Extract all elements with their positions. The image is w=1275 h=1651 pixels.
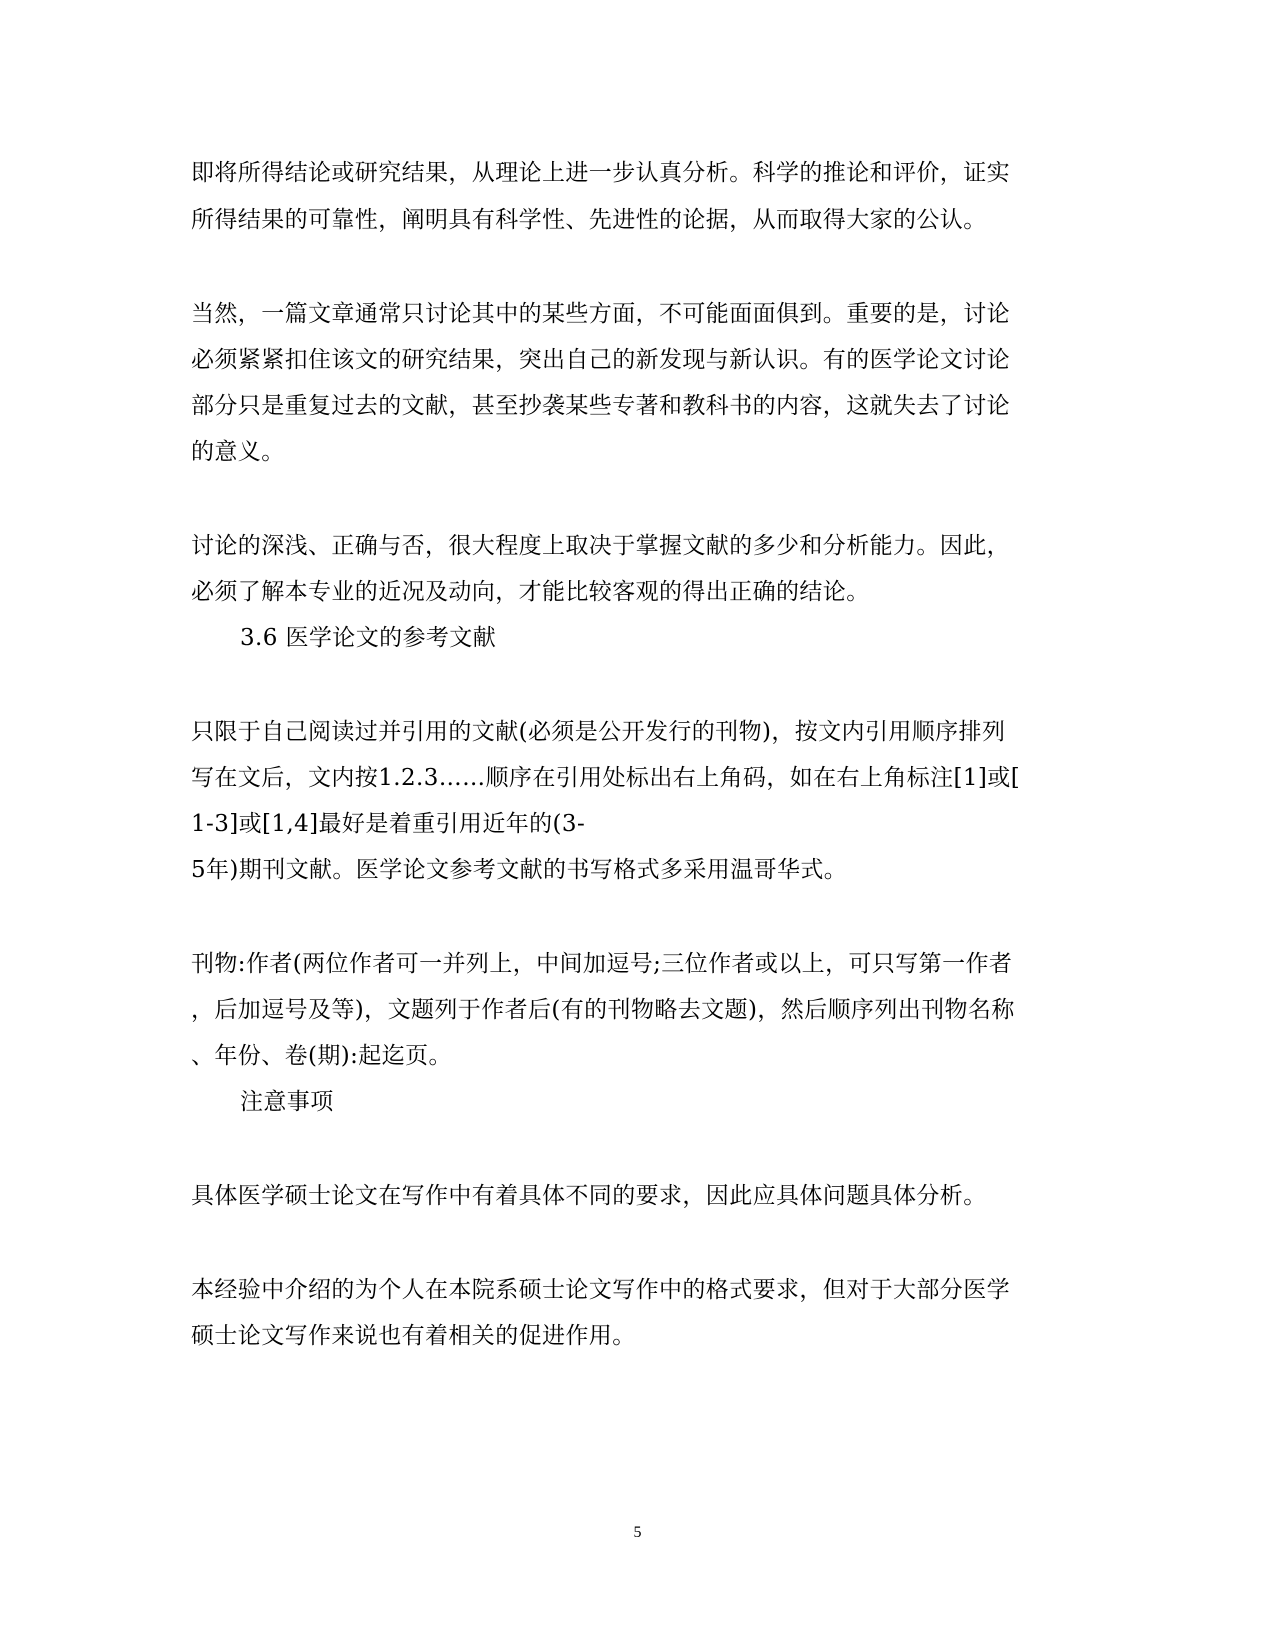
paragraph-4-line-1: 只限于自己阅读过并引用的文献(必须是公开发行的刊物)，按文内引用顺序排列 — [191, 719, 1006, 745]
paragraph-2-line-2: 必须紧紧扣住该文的研究结果，突出自己的新发现与新认识。有的医学论文讨论 — [191, 347, 1010, 373]
section-heading-notes: 注意事项 — [240, 1089, 334, 1115]
paragraph-4-line-4: 5年)期刊文献。医学论文参考文献的书写格式多采用温哥华式。 — [191, 857, 848, 883]
paragraph-7-line-1: 本经验中介绍的为个人在本院系硕士论文写作中的格式要求，但对于大部分医学 — [191, 1277, 1010, 1303]
paragraph-3-line-2: 必须了解本专业的近况及动向，才能比较客观的得出正确的结论。 — [191, 579, 870, 605]
paragraph-5-line-1: 刊物:作者(两位作者可一并列上，中间加逗号;三位作者或以上，可只写第一作者 — [191, 951, 1013, 977]
paragraph-6-line-1: 具体医学硕士论文在写作中有着具体不同的要求，因此应具体问题具体分析。 — [191, 1183, 987, 1209]
paragraph-5-line-3: 、年份、卷(期):起迄页。 — [191, 1043, 452, 1069]
paragraph-4-line-2: 写在文后，文内按1.2.3……顺序在引用处标出右上角码，如在右上角标注[1]或[ — [191, 765, 1021, 791]
paragraph-5-line-2: ，后加逗号及等)，文题列于作者后(有的刊物略去文题)，然后顺序列出刊物名称 — [191, 997, 1015, 1023]
paragraph-4-line-3: 1-3]或[1,4]最好是着重引用近年的(3- — [191, 811, 586, 837]
section-heading-3-6: 3.6 医学论文的参考文献 — [240, 625, 497, 651]
paragraph-1-line-2: 所得结果的可靠性，阐明具有科学性、先进性的论据，从而取得大家的公认。 — [191, 207, 987, 233]
paragraph-2-line-4: 的意义。 — [191, 439, 285, 465]
paragraph-2-line-3: 部分只是重复过去的文献，甚至抄袭某些专著和教科书的内容，这就失去了讨论 — [191, 393, 1010, 419]
paragraph-7-line-2: 硕士论文写作来说也有着相关的促进作用。 — [191, 1323, 636, 1349]
paragraph-1-line-1: 即将所得结论或研究结果，从理论上进一步认真分析。科学的推论和评价，证实 — [191, 160, 1010, 186]
paragraph-2-line-1: 当然，一篇文章通常只讨论其中的某些方面，不可能面面俱到。重要的是，讨论 — [191, 301, 1010, 327]
page-number: 5 — [633, 1524, 642, 1541]
paragraph-3-line-1: 讨论的深浅、正确与否，很大程度上取决于掌握文献的多少和分析能力。因此， — [191, 533, 1010, 559]
